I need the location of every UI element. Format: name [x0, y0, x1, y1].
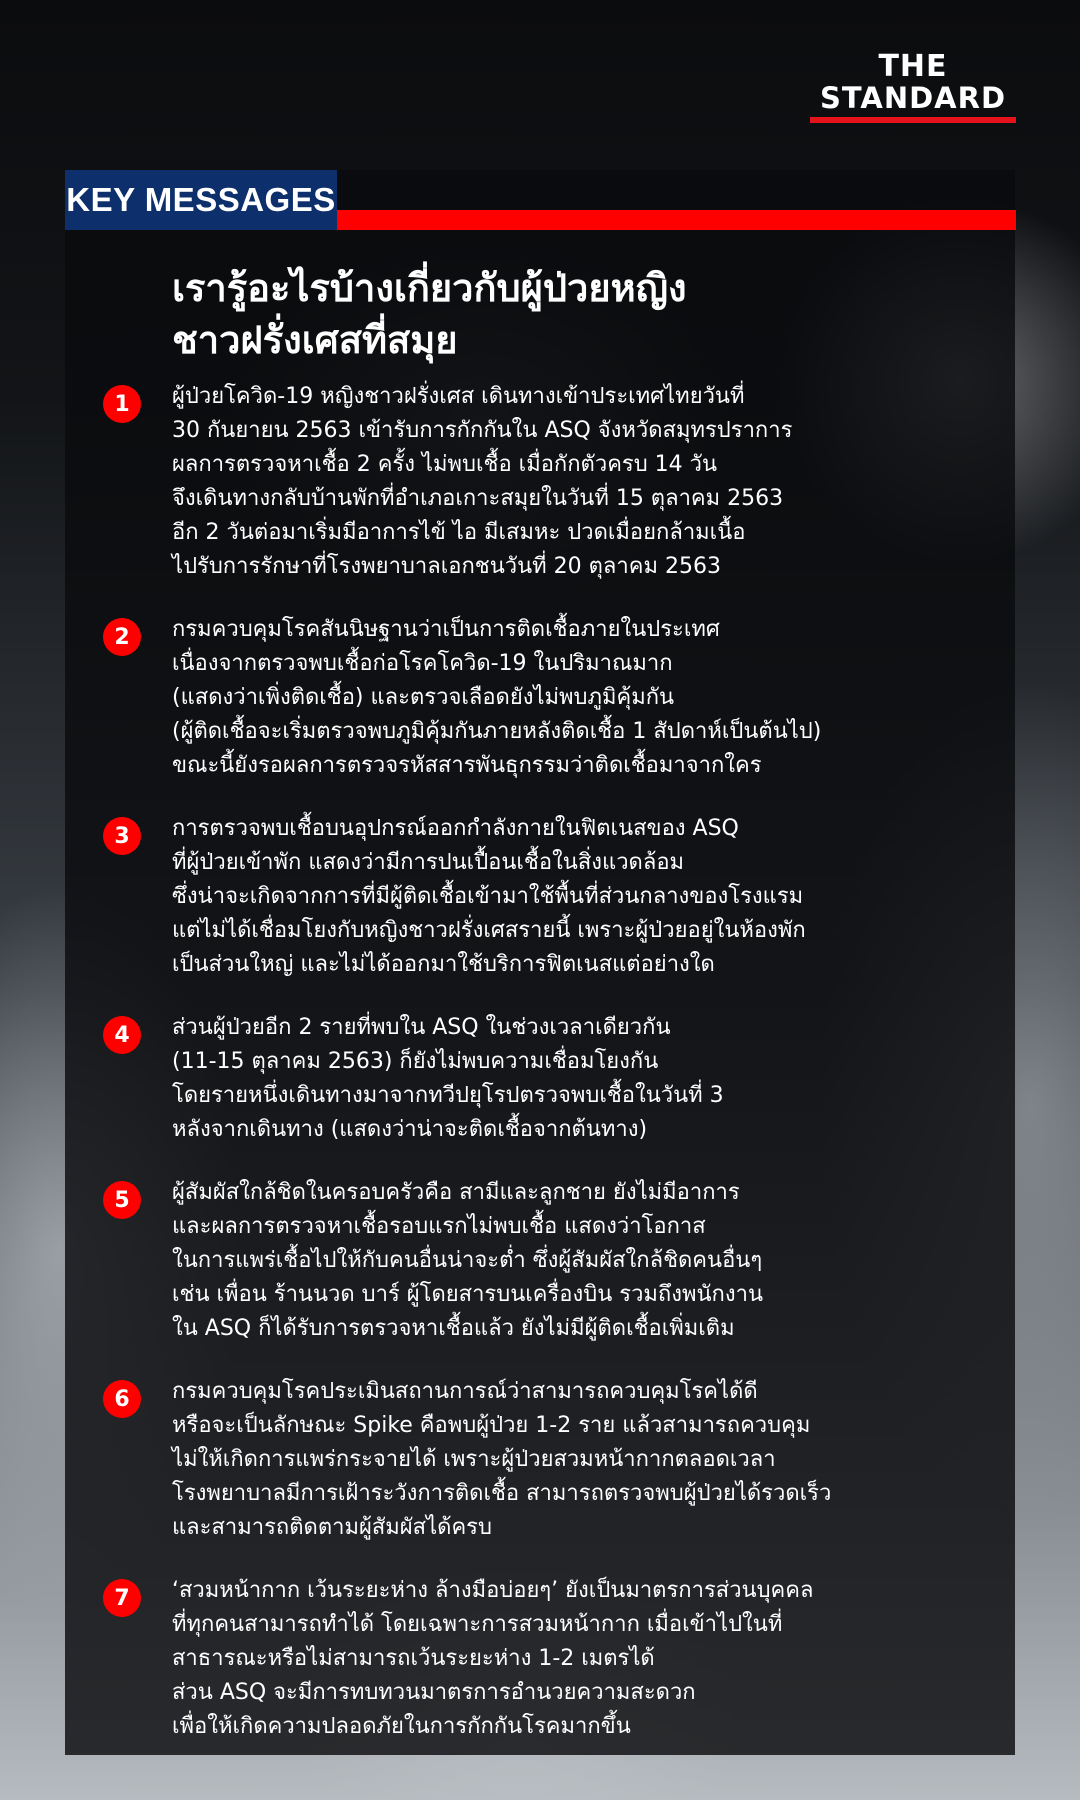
key-message-text-line: ส่วน ASQ จะมีการทบทวนมาตรการอำนวยความสะดวก — [172, 1680, 696, 1705]
brand-logo-underline — [810, 117, 1016, 123]
number-badge: 7 — [103, 1579, 141, 1617]
page-title — [172, 262, 992, 366]
key-message-text-line: ใน ASQ ก็ได้รับการตรวจหาเชื้อแล้ว ยังไม่มีผู้ติดเชื้อเพิ่มเติม — [172, 1316, 735, 1341]
key-message-text-line: ผู้ป่วยโควิด-19 หญิงชาวฝรั่งเศส เดินทางเข้าประเทศไทยวันที่ — [172, 384, 745, 409]
key-message-text-line: ‘สวมหน้ากาก เว้นระยะห่าง ล้างมือบ่อยๆ’ ยังเป็นมาตรการส่วนบุคคล — [172, 1578, 814, 1603]
key-message-text-line: โดยรายหนึ่งเดินทางมาจากทวีปยุโรปตรวจพบเชื้อในวันที่ 3 — [172, 1083, 724, 1108]
number-badge: 4 — [103, 1016, 141, 1054]
number-badge: 1 — [103, 385, 141, 423]
key-message-text-line: กรมควบคุมโรคประเมินสถานการณ์ว่าสามารถควบคุมโรคได้ดี — [172, 1379, 758, 1404]
key-message-item — [100, 1011, 1000, 1147]
title-line: ชาวฝรั่งเศสที่สมุย — [172, 318, 458, 362]
key-message-text-line: ผลการตรวจหาเชื้อ 2 ครั้ง ไม่พบเชื้อ เมื่อกักตัวครบ 14 วัน — [172, 452, 718, 477]
key-message-text-line: การตรวจพบเชื้อบนอุปกรณ์ออกกำลังกายในฟิตเนสของ ASQ — [172, 816, 739, 841]
key-message-text-line: ขณะนี้ยังรอผลการตรวจรหัสสารพันธุกรรมว่าติดเชื้อมาจากใคร — [172, 753, 762, 778]
brand-logo-line1: THE — [878, 49, 948, 84]
key-message-text-line: กรมควบคุมโรคสันนิษฐานว่าเป็นการติดเชื้อภายในประเทศ — [172, 617, 720, 642]
key-message-text-line: เนื่องจากตรวจพบเชื้อก่อโรคโควิด-19 ในปริมาณมาก — [172, 651, 673, 676]
key-message-text-line: ที่ทุกคนสามารถทำได้ โดยเฉพาะการสวมหน้ากาก เมื่อเข้าไปในที่ — [172, 1612, 783, 1637]
key-message-item — [100, 1574, 1000, 1744]
key-message-text-line: (แสดงว่าเพิ่งติดเชื้อ) และตรวจเลือดยังไม่พบภูมิคุ้มกัน — [172, 685, 675, 710]
key-message-item — [100, 380, 1000, 584]
key-message-text-line: (ผู้ติดเชื้อจะเริ่มตรวจพบภูมิคุ้มกันภายหลังติดเชื้อ 1 สัปดาห์เป็นต้นไป) — [172, 719, 822, 744]
key-message-text-line: (11-15 ตุลาคม 2563) ก็ยังไม่พบความเชื่อมโยงกัน — [172, 1049, 659, 1074]
key-message-text-line: อีก 2 วันต่อมาเริ่มมีอาการไข้ ไอ มีเสมหะ ปวดเมื่อยกล้ามเนื้อ — [172, 520, 746, 545]
key-message-item — [100, 812, 1000, 982]
key-message-text-line: เช่น เพื่อน ร้านนวด บาร์ ผู้โดยสารบนเครื่องบิน รวมถึงพนักงาน — [172, 1282, 763, 1307]
key-messages-list — [100, 380, 1000, 1773]
key-message-item — [100, 1176, 1000, 1346]
key-message-item — [100, 613, 1000, 783]
number-badge: 6 — [103, 1380, 141, 1418]
key-message-text-line: ที่ผู้ป่วยเข้าพัก แสดงว่ามีการปนเปื้อนเชื้อในสิ่งแวดล้อม — [172, 850, 685, 875]
section-tag: KEY MESSAGES — [65, 170, 337, 230]
brand-logo-line2: STANDARD — [819, 81, 1007, 115]
brand-logo — [810, 49, 1016, 123]
title-line: เรารู้อะไรบ้างเกี่ยวกับผู้ป่วยหญิง — [172, 266, 687, 310]
key-message-text-line: หลังจากเดินทาง (แสดงว่าน่าจะติดเชื้อจากต้นทาง) — [172, 1117, 648, 1142]
key-message-text-line: โรงพยาบาลมีการเฝ้าระวังการติดเชื้อ สามารถตรวจพบผู้ป่วยได้รวดเร็ว — [172, 1481, 832, 1506]
key-message-text-line: 30 กันยายน 2563 เข้ารับการกักกันใน ASQ จังหวัดสมุทรปราการ — [172, 418, 793, 443]
key-message-item — [100, 1375, 1000, 1545]
key-message-text-line: ซึ่งน่าจะเกิดจากการที่มีผู้ติดเชื้อเข้ามาใช้พื้นที่ส่วนกลางของโรงแรม — [172, 884, 804, 909]
key-message-text-line: และผลการตรวจหาเชื้อรอบแรกไม่พบเชื้อ แสดงว่าโอกาส — [172, 1214, 706, 1239]
key-message-text-line: ไม่ให้เกิดการแพร่กระจายได้ เพราะผู้ป่วยสวมหน้ากากตลอดเวลา — [172, 1447, 776, 1472]
key-message-text-line: จึงเดินทางกลับบ้านพักที่อำเภอเกาะสมุยในวันที่ 15 ตุลาคม 2563 — [172, 486, 784, 511]
key-message-text-line: เพื่อให้เกิดความปลอดภัยในการกักกันโรคมากขึ้น — [172, 1714, 631, 1739]
key-message-text-line: ในการแพร่เชื้อไปให้กับคนอื่นน่าจะต่ำ ซึ่งผู้สัมผัสใกล้ชิดคนอื่นๆ — [172, 1248, 763, 1273]
key-message-text-line: หรือจะเป็นลักษณะ Spike คือพบผู้ป่วย 1-2 ราย แล้วสามารถควบคุม — [172, 1413, 811, 1438]
number-badge: 3 — [103, 817, 141, 855]
key-message-text-line: และสามารถติดตามผู้สัมผัสได้ครบ — [172, 1515, 492, 1540]
key-message-text-line: สาธารณะหรือไม่สามารถเว้นระยะห่าง 1-2 เมตรได้ — [172, 1646, 655, 1671]
key-message-text-line: ไปรับการรักษาที่โรงพยาบาลเอกชนวันที่ 20 ตุลาคม 2563 — [172, 554, 721, 579]
key-message-text-line: เป็นส่วนใหญ่ และไม่ได้ออกมาใช้บริการฟิตเนสแต่อย่างใด — [172, 952, 715, 977]
key-message-text-line: แต่ไม่ได้เชื่อมโยงกับหญิงชาวฝรั่งเศสรายนี้ เพราะผู้ป่วยอยู่ในห้องพัก — [172, 918, 806, 943]
number-badge: 5 — [103, 1181, 141, 1219]
number-badge: 2 — [103, 618, 141, 656]
key-message-text-line: ส่วนผู้ป่วยอีก 2 รายที่พบใน ASQ ในช่วงเวลาเดียวกัน — [172, 1015, 671, 1040]
header-red-bar — [336, 210, 1016, 230]
key-message-text-line: ผู้สัมผัสใกล้ชิดในครอบครัวคือ สามีและลูกชาย ยังไม่มีอาการ — [172, 1180, 740, 1205]
